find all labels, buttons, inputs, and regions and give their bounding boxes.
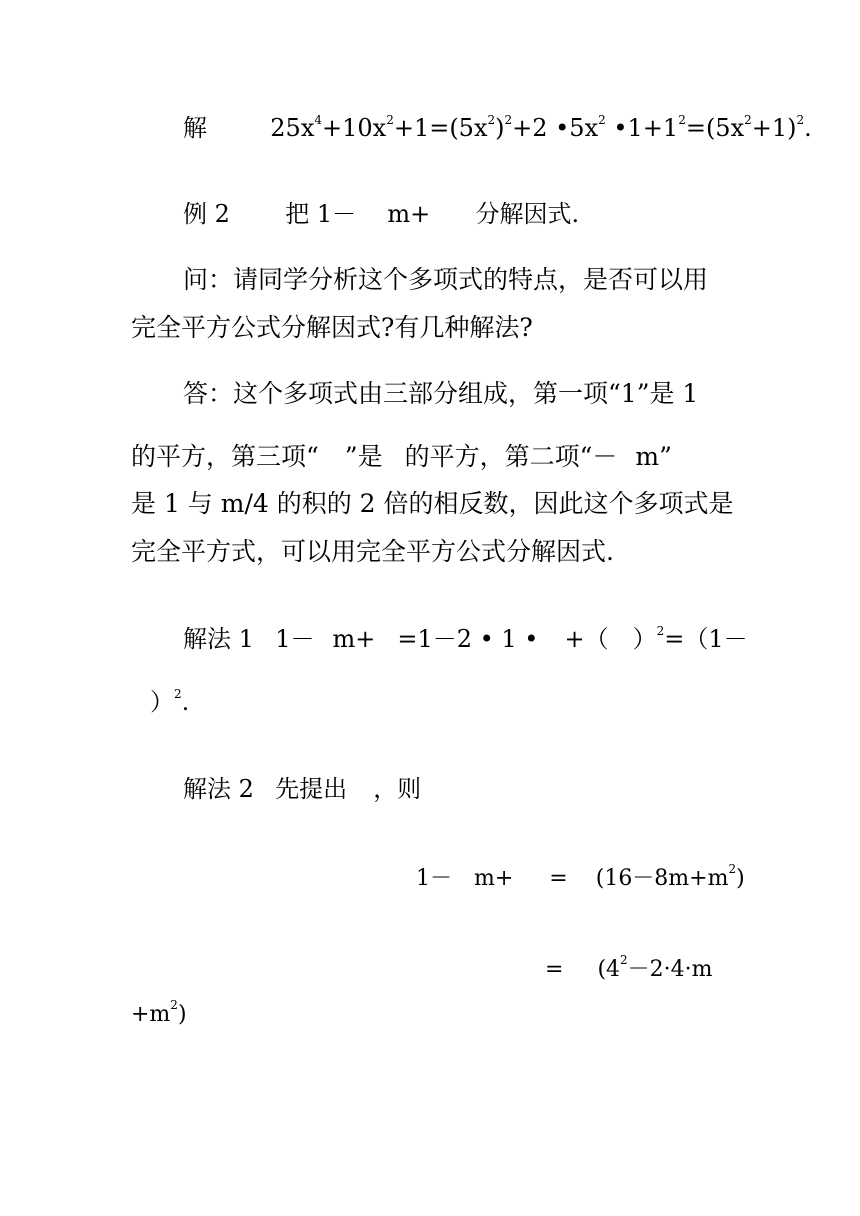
method2-label: 解法 2 (183, 775, 254, 803)
example2-line (183, 199, 579, 229)
method1-label: 解法 1 (183, 625, 254, 653)
method2-equation-2: = ($4^2-2\cdot 4\cdot m$ (545, 953, 713, 982)
answer-line-3: 是 1 与 m/4 的积的 2 倍的相反数，因此这个多项式是 (131, 489, 734, 518)
example2-text-2: m+ (387, 200, 431, 228)
method1-line-2: ）$^2$. (150, 687, 190, 716)
method2-equation-1: $1- m+ = (16-8m+m^2)$ (416, 862, 745, 891)
method2-line-1: 解法 2 先提出 ，则 (183, 775, 422, 803)
answer-line-1: 答：这个多项式由三部分组成，第一项“1”是 1 (183, 379, 699, 408)
example2-text-3: 分解因式. (475, 200, 580, 228)
method1-line-1: 解法 1 1－ m+ =1－2 • 1 • +（ ）$^2$=（1－ (183, 624, 748, 653)
solution1-expression: $25x^4+10x^2+1=(5x^2)^2+2$ $•5x^2$ $•1+1^2=(5x^2+1)^2$. (270, 113, 812, 142)
solution1-line (183, 113, 812, 143)
solution1-label: 解 (183, 114, 207, 142)
question-line-2: 完全平方公式分解因式?有几种解法? (131, 313, 533, 342)
answer-line-2: 的平方，第三项“ ”是 的平方，第二项“－ m” (131, 442, 672, 471)
example2-text-1: 把 1－ (285, 200, 357, 228)
answer-line-4: 完全平方式，可以用完全平方公式分解因式. (131, 537, 614, 566)
question-line-1: 问：请同学分析这个多项式的特点，是否可以用 (183, 265, 709, 294)
method2-equation-3: $+m^2$) (131, 998, 187, 1027)
example2-label: 例 2 (183, 200, 230, 228)
